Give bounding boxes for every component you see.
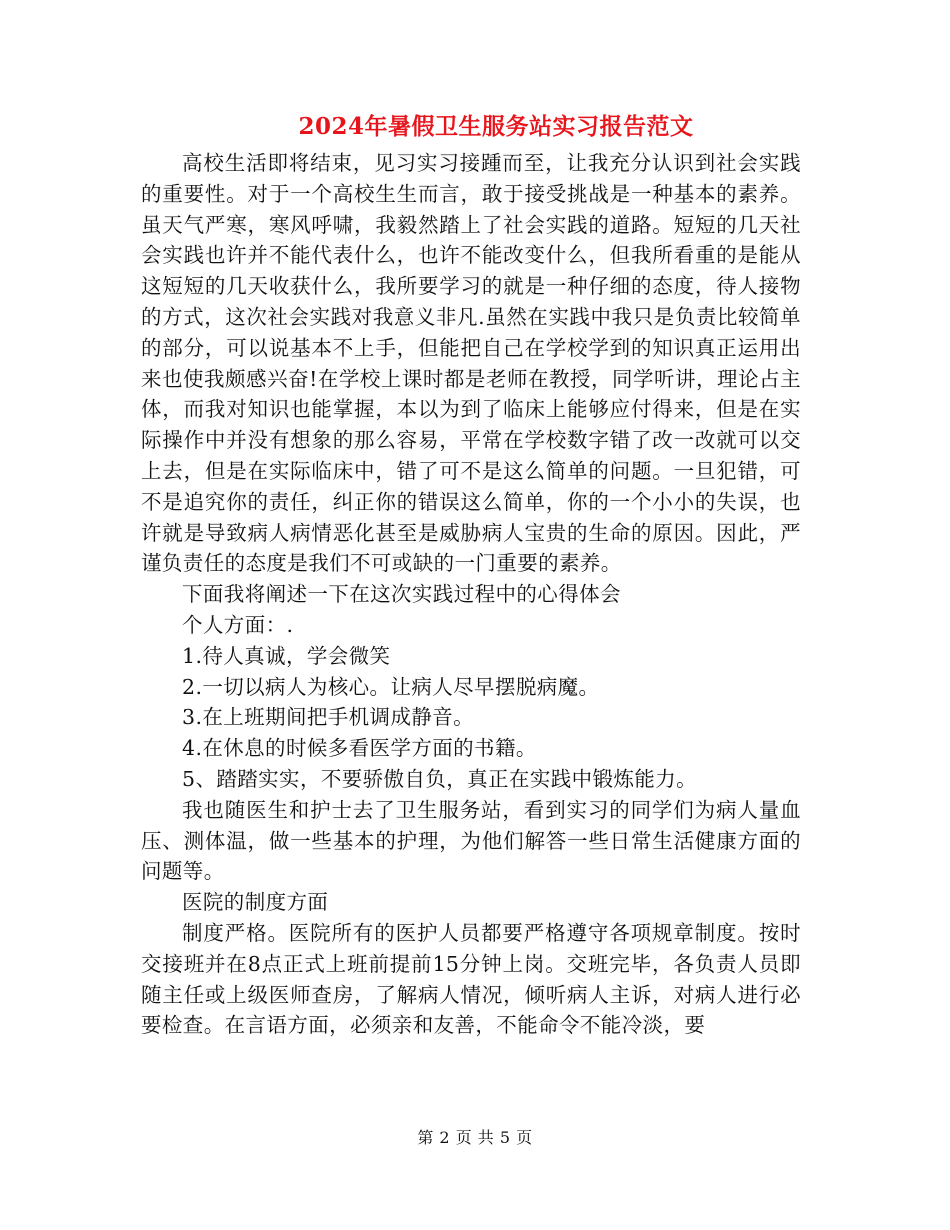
list-item-4: 4.在休息的时候多看医学方面的书籍。	[182, 736, 537, 761]
list-item-2: 2.一切以病人为核心。让病人尽早摆脱病魔。	[182, 674, 600, 699]
page-footer: 第 2 页 共 5 页	[417, 1128, 533, 1147]
paragraph-service-station: 我也随医生和护士去了卫生服务站，看到实习的同学们为病人量血压、测体温，做一些基本的护理，为他们解答一些日常生活健康方面的问题等。	[141, 797, 801, 884]
paragraph-experience-heading: 下面我将阐述一下在这次实践过程中的心得体会	[182, 582, 621, 607]
list-item-5: 5、踏踏实实，不要骄傲自负，真正在实践中锻炼能力。	[182, 766, 698, 791]
paragraph-hospital-system-heading: 医院的制度方面	[182, 890, 329, 915]
document-body	[141, 148, 801, 1041]
paragraph-strict-system: 制度严格。医院所有的医护人员都要严格遵守各项规章制度。按时交接班并在8点正式上班前提前15分钟上岗。交班完毕，各负责人员即随主任或上级医师查房，了解病人情况，倾听病人主诉，对病人进行必要检查。在言语方面，必须亲和友善，不能命令不能冷淡，要	[141, 920, 801, 1038]
list-item-1: 1.待人真诚，学会微笑	[182, 643, 391, 668]
document-title: 2024年暑假卫生服务站实习报告范文	[298, 113, 694, 140]
paragraph-intro: 高校生活即将结束，见习实习接踵而至，让我充分认识到社会实践的重要性。对于一个高校生生而言，敢于接受挑战是一种基本的素养。虽天气严寒，寒风呼啸，我毅然踏上了社会实践的道路。短短的几天社会实践也许并不能代表什么，也许不能改变什么，但我所看重的是能从这短短的几天收获什么，我所要学习的就是一种仔细的态度，待人接物的方式，这次社会实践对我意义非凡.虽然在实践中我只是负责比较简单的部分，可以说基本不上手，但能把自己在学校学到的知识真正运用出来也使我颇感兴奋!在学校上课时都是老师在教授，同学听讲，理论占主体，而我对知识也能掌握，本以为到了临床上能够应付得来，但是在实际操作中并没有想象的那么容易，平常在学校数字错了改一改就可以交上去，但是在实际临床中，错了可不是这么简单的问题。一旦犯错，可不是追究你的责任，纠正你的错误这么简单，你的一个小小的失误，也许就是导致病人病情恶化甚至是威胁病人宝贵的生命的原因。因此，严谨负责任的态度是我们不可或缺的一门重要的素养。	[141, 151, 801, 576]
paragraph-personal-heading: 个人方面：.	[182, 612, 294, 637]
list-item-3: 3.在上班期间把手机调成静音。	[182, 705, 475, 730]
